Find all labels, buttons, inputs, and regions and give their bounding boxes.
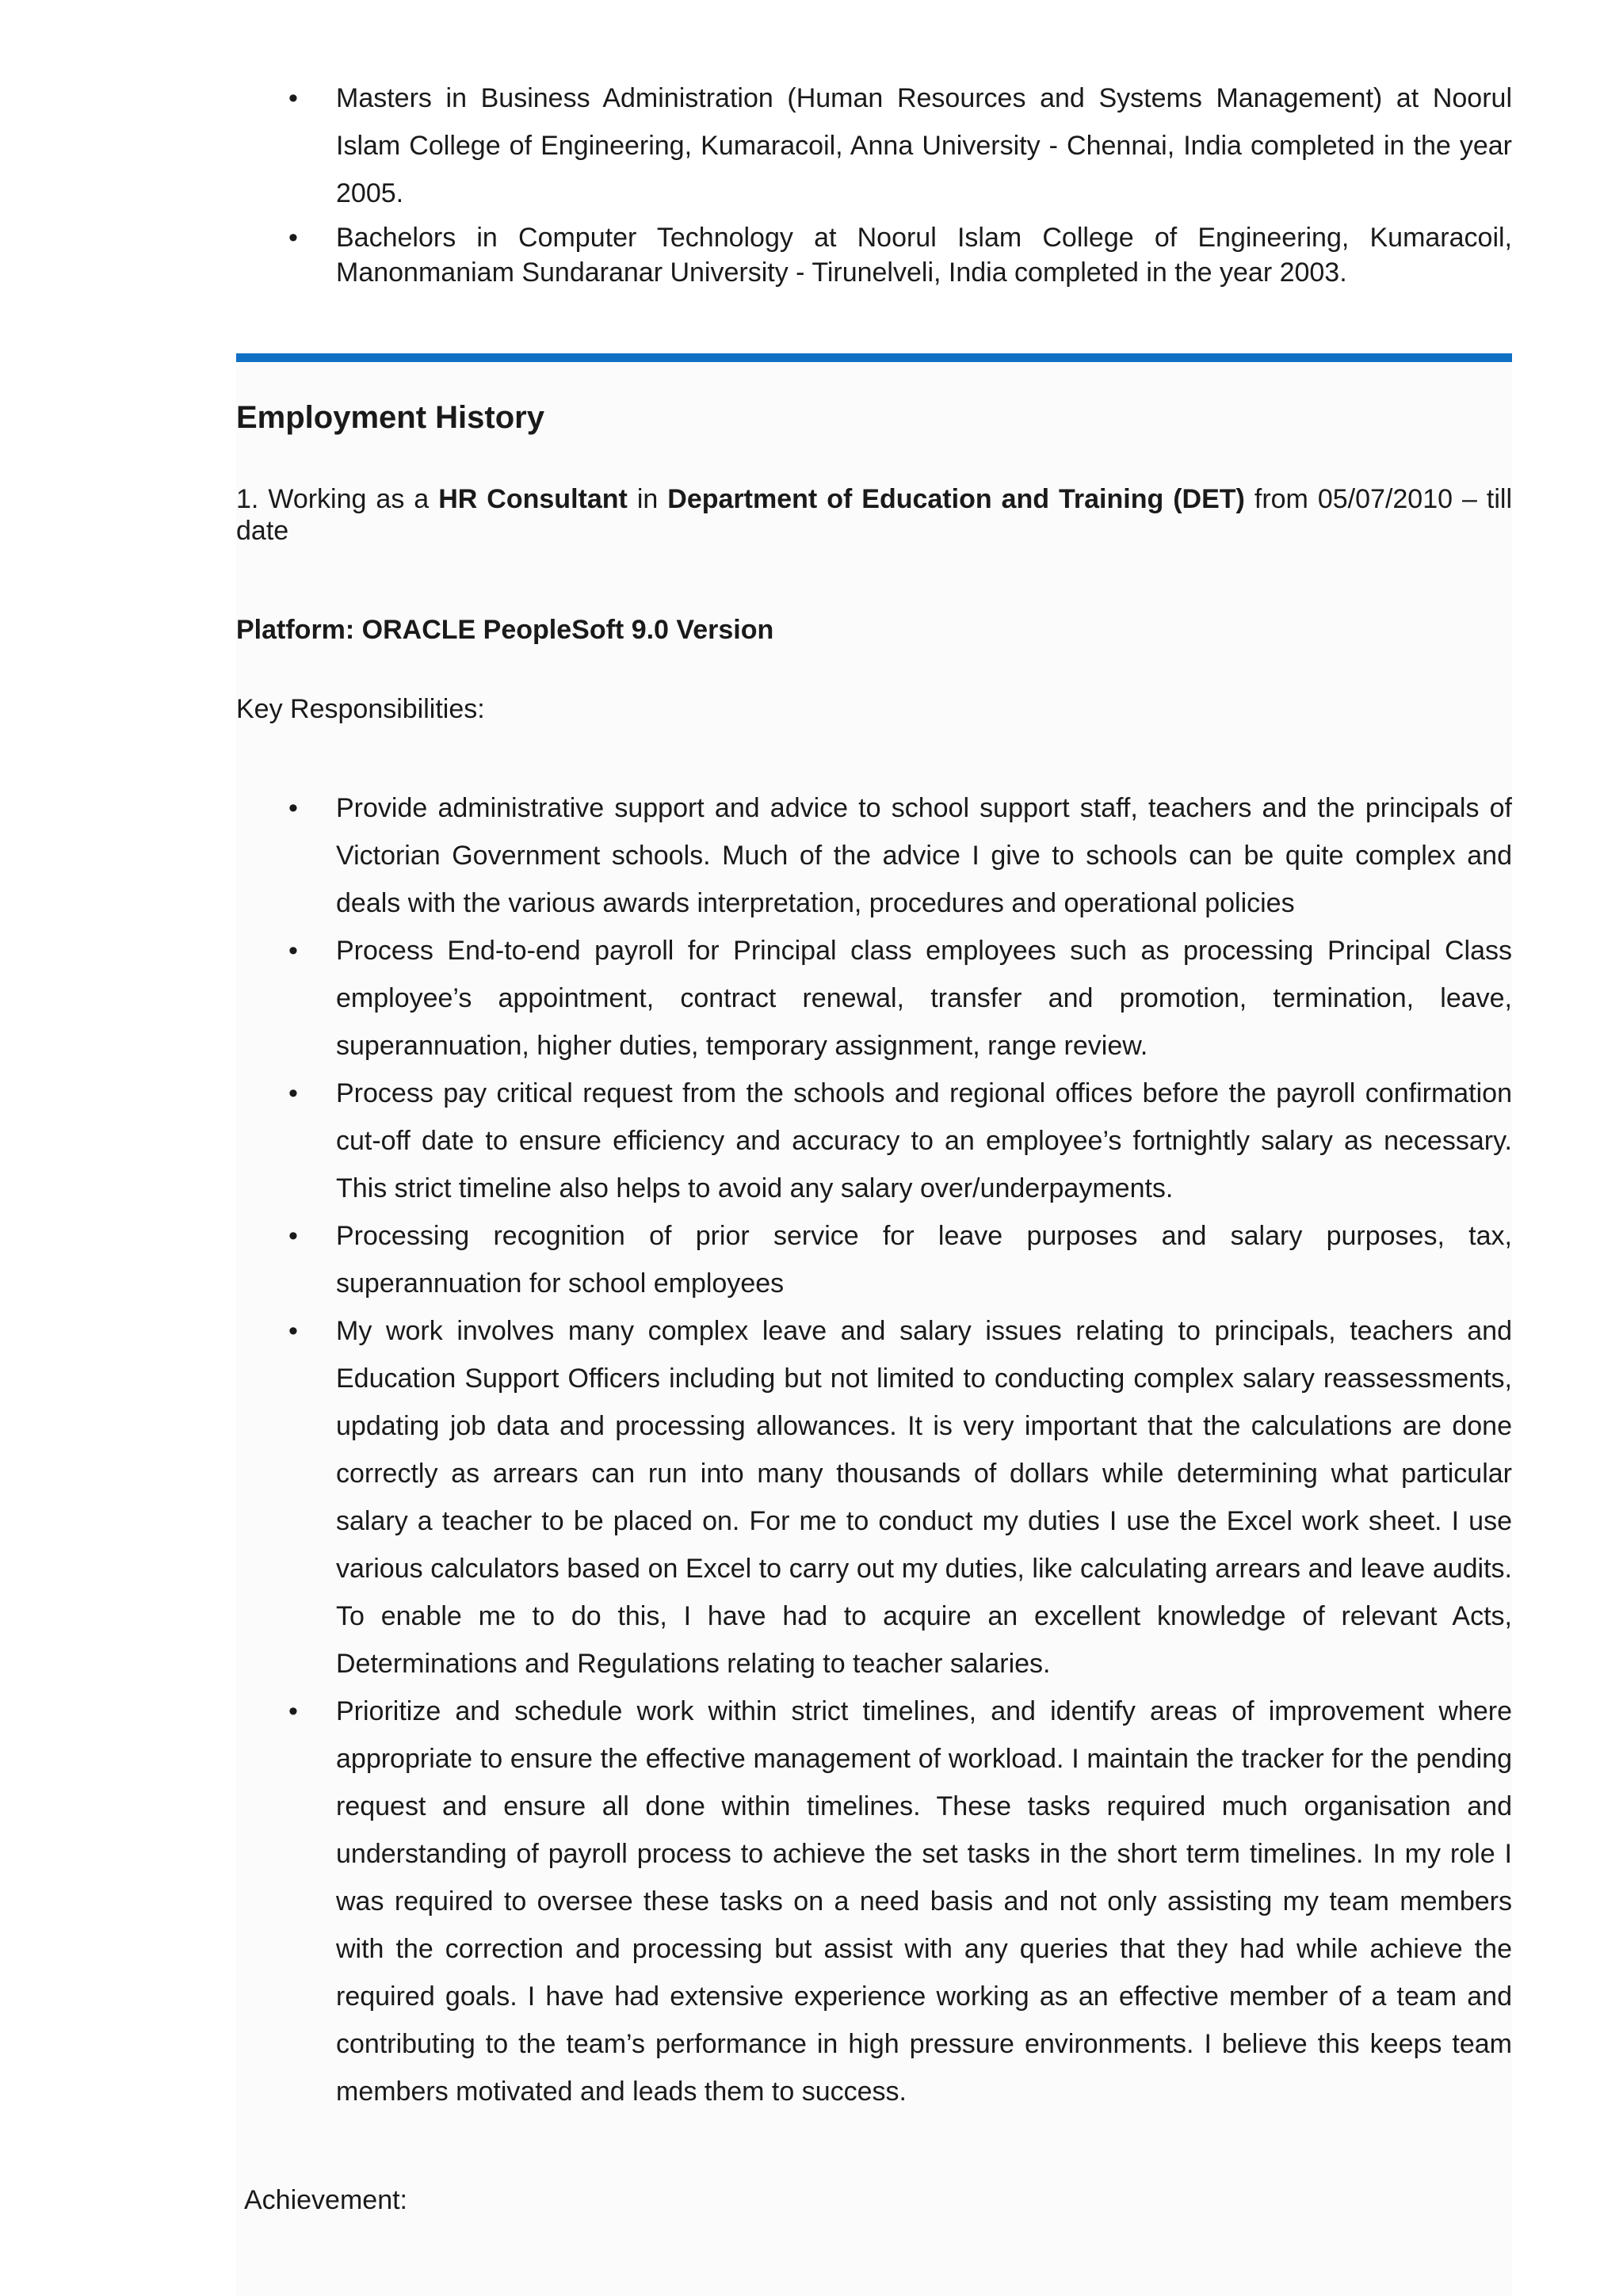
bullet-icon: • [288, 1221, 298, 1251]
list-item [236, 1070, 1512, 1212]
achievement-label: Achievement: [244, 2185, 407, 2215]
platform-line: Platform: ORACLE PeopleSoft 9.0 Version [236, 615, 774, 645]
education-item-text: Bachelors in Computer Technology at Noorul Islam College of Engineering, Kumaracoil, Manonmaniam Sundaranar University - Tirunelveli, India completed in the year 2003. [336, 223, 1512, 288]
job-in-text: in [627, 484, 668, 514]
responsibility-text: Process End-to-end payroll for Principal class employees such as processing Principal Class employee’s appointment, contract renewal, transfer and promotion, termination, leave, superannuation, higher duties, temporary assignment, range review. [336, 936, 1512, 1061]
list-item [236, 1688, 1512, 2115]
education-list [236, 74, 1512, 290]
bullet-icon: • [288, 1316, 298, 1346]
bullet-icon: • [288, 83, 298, 113]
section-title: Employment History [236, 400, 544, 435]
list-item [236, 1212, 1512, 1307]
responsibility-text: Prioritize and schedule work within strict timelines, and identify areas of improvement where appropriate to ensure the effective management of workload. I maintain the tracker for the pending request and ensure all done within timelines. These tasks required much organisation and understanding of payroll process to achieve the set tasks in the short term timelines. In my role I was required to oversee these tasks on a need basis and not only assisting my team members with the correction and processing but assist with any queries that they had while achieve the required goals. I have had extensive experience working as an effective member of a team and contributing to the team’s performance in high pressure environments. I believe this keeps team members motivated and leads them to success. [336, 1696, 1512, 2107]
responsibility-text: Processing recognition of prior service for leave purposes and salary purposes, tax, superannuation for school employees [336, 1221, 1512, 1299]
list-item [236, 1307, 1512, 1688]
responsibilities-section [236, 784, 1512, 2115]
job-role: HR Consultant [438, 484, 628, 514]
responsibility-text: Process pay critical request from the schools and regional offices before the payroll confirmation cut-off date to ensure efficiency and accuracy to an employee’s fortnightly salary as necessary. This strict timeline also helps to avoid any salary over/underpayments. [336, 1078, 1512, 1203]
bullet-icon: • [288, 793, 298, 823]
job-organization: Department of Education and Training (DET) [667, 484, 1245, 514]
bullet-icon: • [288, 936, 298, 966]
job-title-line [236, 483, 1512, 547]
education-item-text: Masters in Business Administration (Human Resources and Systems Management) at Noorul Islam College of Engineering, Kumaracoil, Anna University - Chennai, India completed in the year 2005. [336, 83, 1512, 208]
section-divider [236, 353, 1512, 362]
key-responsibilities-label: Key Responsibilities: [236, 694, 485, 724]
responsibility-text: Provide administrative support and advice to school support staff, teachers and the principals of Victorian Government schools. Much of the advice I give to schools can be quite complex and deals with the various awards interpretation, procedures and operational policies [336, 793, 1512, 918]
responsibilities-list [236, 784, 1512, 2115]
bullet-icon: • [288, 1696, 298, 1726]
job-prefix: 1. Working as a [236, 484, 439, 514]
list-item [236, 220, 1512, 290]
bullet-icon: • [288, 1078, 298, 1108]
list-item [236, 927, 1512, 1070]
job-dates: from 05/07/2010 – till date [236, 484, 1513, 546]
list-item [236, 74, 1512, 217]
education-section [236, 74, 1512, 290]
responsibility-text: My work involves many complex leave and salary issues relating to principals, teachers and Education Support Officers including but not limited to conducting complex salary reassessments, updating job data and processing allowances. It is very important that the calculations are done correctly as arrears can run into many thousands of dollars while determining what particular salary a teacher to be placed on. For me to conduct my duties I use the Excel work sheet. I use various calculators based on Excel to carry out my duties, like calculating arrears and leave audits. To enable me to do this, I have had to acquire an excellent knowledge of relevant Acts, Determinations and Regulations relating to teacher salaries. [336, 1316, 1512, 1679]
list-item [236, 784, 1512, 927]
bullet-icon: • [288, 223, 298, 253]
